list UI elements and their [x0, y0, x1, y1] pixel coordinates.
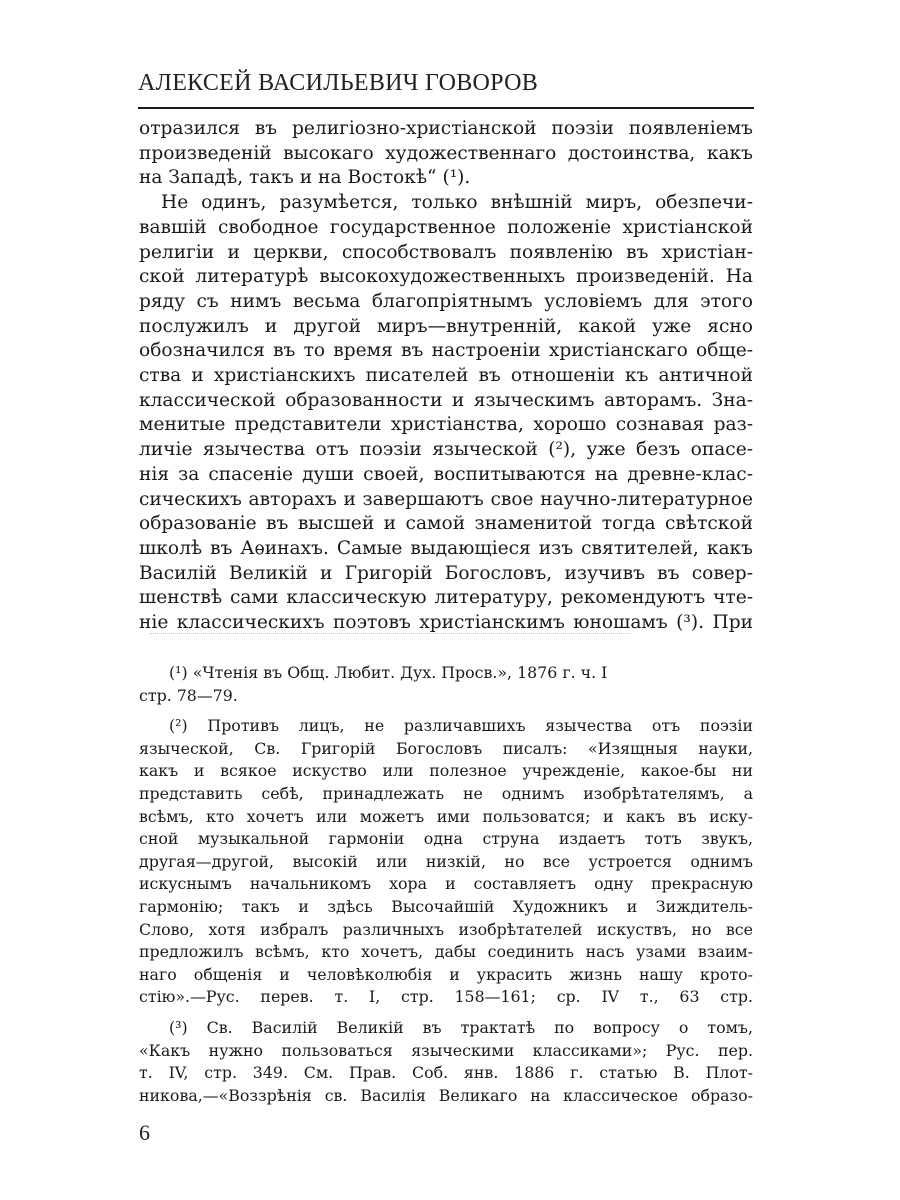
body-line: обозначился въ то время въ настроеніи христіанскаго обще- [139, 340, 753, 362]
footnote-line: искуснымъ начальникомъ хора и составляетъ одну прекрасную [139, 874, 753, 894]
body-line: послужилъ и другой миръ—внутренній, какой уже ясно [139, 315, 753, 337]
footnote-line: стр. 78—79. [139, 685, 238, 705]
footnote-line: языческой, Св. Григорій Богословъ писалъ: «Изящныя науки, [139, 738, 753, 758]
footnote-line [139, 662, 753, 685]
body-line: отразился въ религіозно-христіанской поэзіи появленіемъ [139, 118, 753, 139]
footnote-3 [139, 1017, 753, 1107]
footnotes [139, 662, 753, 1115]
body-text [139, 117, 753, 636]
running-header-title: АЛЕКСЕЙ ВАСИЛЬЕВИЧ ГОВОРОВ [138, 70, 539, 96]
body-line: на Западѣ, такъ и на Востокѣ“ (¹). [139, 167, 471, 189]
footnote-line: гармонію; такъ и здѣсь Высочайшій Художникъ и Зиждитель- [139, 896, 753, 916]
body-line: образованіе въ высшей и самой знаменитой тогда свѣтской [139, 513, 753, 535]
footnote-line: «Какъ нужно пользоваться языческими классиками»; Рус. пер. [139, 1040, 753, 1060]
footnote-line [139, 1017, 753, 1040]
body-line: школѣ въ Аѳинахъ. Самые выдающіеся изъ святителей, какъ [139, 537, 753, 559]
footnote-marker: (²) [169, 716, 188, 736]
footnote-line: никова,—«Воззрѣнія св. Василія Великаго на классическое образо- [139, 1085, 753, 1105]
footnote-marker: (¹) [169, 663, 188, 682]
footnote-line: стію».—Рус. перев. т. I, стр. 158—161; ср. IV т., 63 стр. [139, 987, 753, 1007]
body-line: менитые представители христіанства, хорошо сознавая раз- [139, 414, 753, 436]
footnote-line: сной музыкальной гармоніи одна струна издаетъ тотъ звукъ, [139, 829, 753, 849]
body-line: личіе язычества отъ поэзіи языческой (²), уже безъ опасе- [139, 439, 753, 461]
footnote-line [139, 715, 753, 738]
header-rule [138, 107, 754, 109]
footnote-text: «Чтенія въ Общ. Любит. Дух. Просв.», 1876 г. ч. I [192, 663, 608, 682]
body-line: классической образованности и языческимъ авторамъ. Зна- [139, 389, 753, 411]
body-line: ства и христіанскихъ писателей въ отношеніи къ античной [139, 365, 753, 387]
footnote-1 [139, 662, 753, 707]
body-line: сическихъ авторахъ и завершаютъ свое научно-литературное [139, 488, 753, 510]
footnote-2 [139, 715, 753, 1009]
body-line: произведеній высокаго художественнаго достоинства, какъ [139, 142, 753, 164]
footnote-text: Противъ лицъ, не различавшихъ язычества отъ поэзіи [207, 716, 753, 736]
footnote-line: другая—другой, высокій или низкій, но все устроется однимъ [139, 851, 753, 871]
footnote-line: Слово, хотя избралъ различныхъ изобрѣтателей искуствъ, но все [139, 919, 753, 939]
body-line: шенствѣ сами классическую литературу, рекомендуютъ чте- [139, 587, 753, 609]
footnote-separator [150, 633, 630, 634]
footnote-line: всѣмъ, кто хочетъ или можетъ ими пользоватся; и какъ въ иску- [139, 806, 753, 826]
footnote-line: предложилъ всѣмъ, кто хочетъ, дабы соединить насъ узами взаим- [139, 942, 753, 962]
body-line: Василій Великій и Григорій Богословъ, изучивъ въ совер- [139, 562, 753, 584]
footnote-text: Св. Василій Великій въ трактатѣ по вопросу о томъ, [206, 1017, 753, 1037]
body-line: Не одинъ, разумѣется, только внѣшній миръ, обезпечи- [161, 192, 753, 214]
footnote-line: какъ и всякое искуство или полезное учрежденіе, какое-бы ни [139, 761, 753, 781]
footnote-line: т. IV, стр. 349. См. Прав. Соб. янв. 1886 г. статью В. Плот- [139, 1063, 753, 1083]
footnote-line: представить себѣ, принадлежать не однимъ изобрѣтателямъ, а [139, 783, 753, 803]
footnote-line: наго общенія и человѣколюбія и украсить жизнь нашу крото- [139, 964, 753, 984]
body-line: вавшій свободное государственное положеніе христіанской [139, 216, 753, 238]
page-number: 6 [139, 1120, 150, 1145]
body-line: ряду съ нимъ весьма благопріятнымъ условіемъ для этого [139, 290, 753, 312]
body-line: ской литературѣ высокохудожественныхъ произведеній. На [139, 266, 753, 288]
footnote-marker: (³) [169, 1017, 188, 1037]
body-line: нія за спасеніе души своей, воспитываются на древне-клас- [139, 463, 753, 485]
body-line: ніе классическихъ поэтовъ христіанскимъ юношамъ (³). При [139, 612, 753, 634]
body-line: религіи и церкви, способствовалъ появленію въ христіан- [139, 241, 753, 263]
